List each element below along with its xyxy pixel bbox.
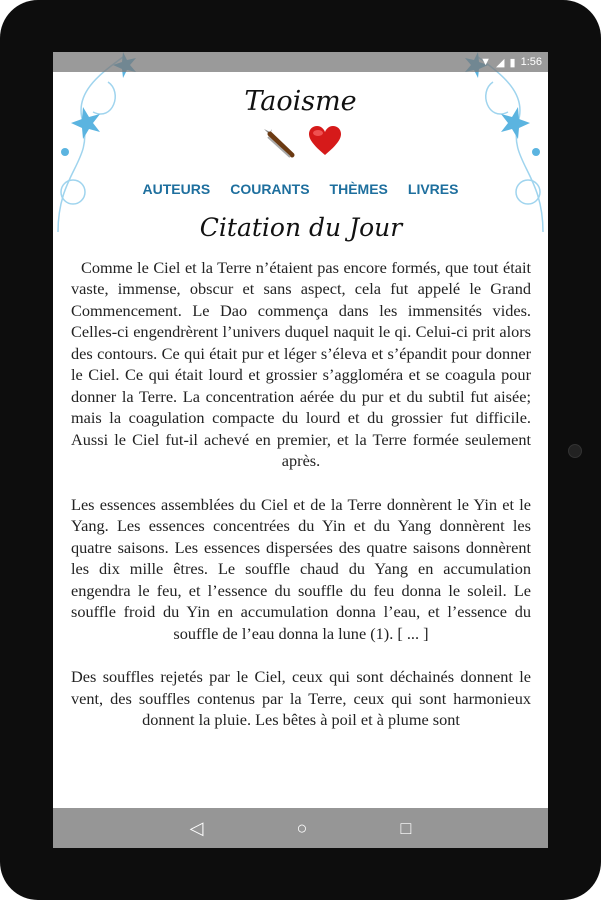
main-nav bbox=[53, 181, 548, 197]
tools-icon[interactable] bbox=[260, 125, 296, 159]
nav-auteurs[interactable]: AUTEURS bbox=[142, 181, 211, 197]
app-header bbox=[53, 52, 548, 197]
app-title: Taoisme bbox=[244, 86, 357, 117]
quote-paragraph: Comme le Ciel et la Terre n’étaient pas encore formés, que tout était vaste, immense, obscur et sans aspect, cela fut appelé le Grand Commencement. Le Dao commença dans les immensités vides. Celles-ci engendrèrent l’univers duquel naquit le qi. Celui-ci prit alors des contours. Ce qui était pur et léger s’éleva et s’épandit pour donner le Ciel. Ce qui était lourd et grossier s’agglomérа et se coagula pour donner la Terre. La concentration aérée du pur et du subtil fut aisée; mais la coagulation compacte du lourd et du grossier fut difficile. Aussi le Ciel fut-il achevé en premier, et la Terre formée seulement après. bbox=[71, 257, 531, 470]
screen bbox=[53, 52, 548, 848]
recents-icon[interactable]: □ bbox=[400, 817, 412, 838]
battery-icon: ▮ bbox=[509, 56, 516, 69]
status-time: 1:56 bbox=[520, 56, 542, 68]
camera-icon bbox=[568, 444, 582, 458]
signal-icon: ◢ bbox=[496, 56, 505, 69]
nav-livres[interactable]: LIVRES bbox=[407, 181, 459, 197]
home-icon[interactable]: ○ bbox=[296, 817, 308, 838]
heart-icon[interactable] bbox=[308, 125, 342, 157]
nav-themes[interactable]: THÈMES bbox=[329, 181, 388, 197]
wifi-icon: ▼ bbox=[480, 56, 492, 68]
quote-paragraph: Des souffles rejetés par le Ciel, ceux qui sont déchainés donnent le vent, des souffles contenus par la Terre, ceux qui sont harmonieux donnent la pluie. Les bêtes à poil et à plume sont bbox=[71, 667, 531, 729]
nav-courants[interactable]: COURANTS bbox=[230, 181, 310, 197]
quote-paragraph: Les essences assemblées du Ciel et de la Terre donnèrent le Yin et le Yang. Les essences concentrées du Yin et du Yang donnèrent les quatre saisons. Les essences dispersées des quatre saisons donnèrent les dix mille êtres. Le souffle chaud du Yang en accumulation engendra le feu, et l’essence du souffle du feu donna le soleil. Le souffle froid du Yin en accumulation donna l’eau, et l’essence du souffle de l’eau donna la lune (1). [ ... ] bbox=[71, 494, 531, 643]
back-icon[interactable]: ◁ bbox=[189, 817, 204, 838]
system-nav-bar bbox=[53, 808, 548, 848]
quote-content bbox=[53, 213, 548, 731]
quote-title: Citation du Jour bbox=[199, 213, 403, 242]
status-bar bbox=[53, 52, 548, 72]
